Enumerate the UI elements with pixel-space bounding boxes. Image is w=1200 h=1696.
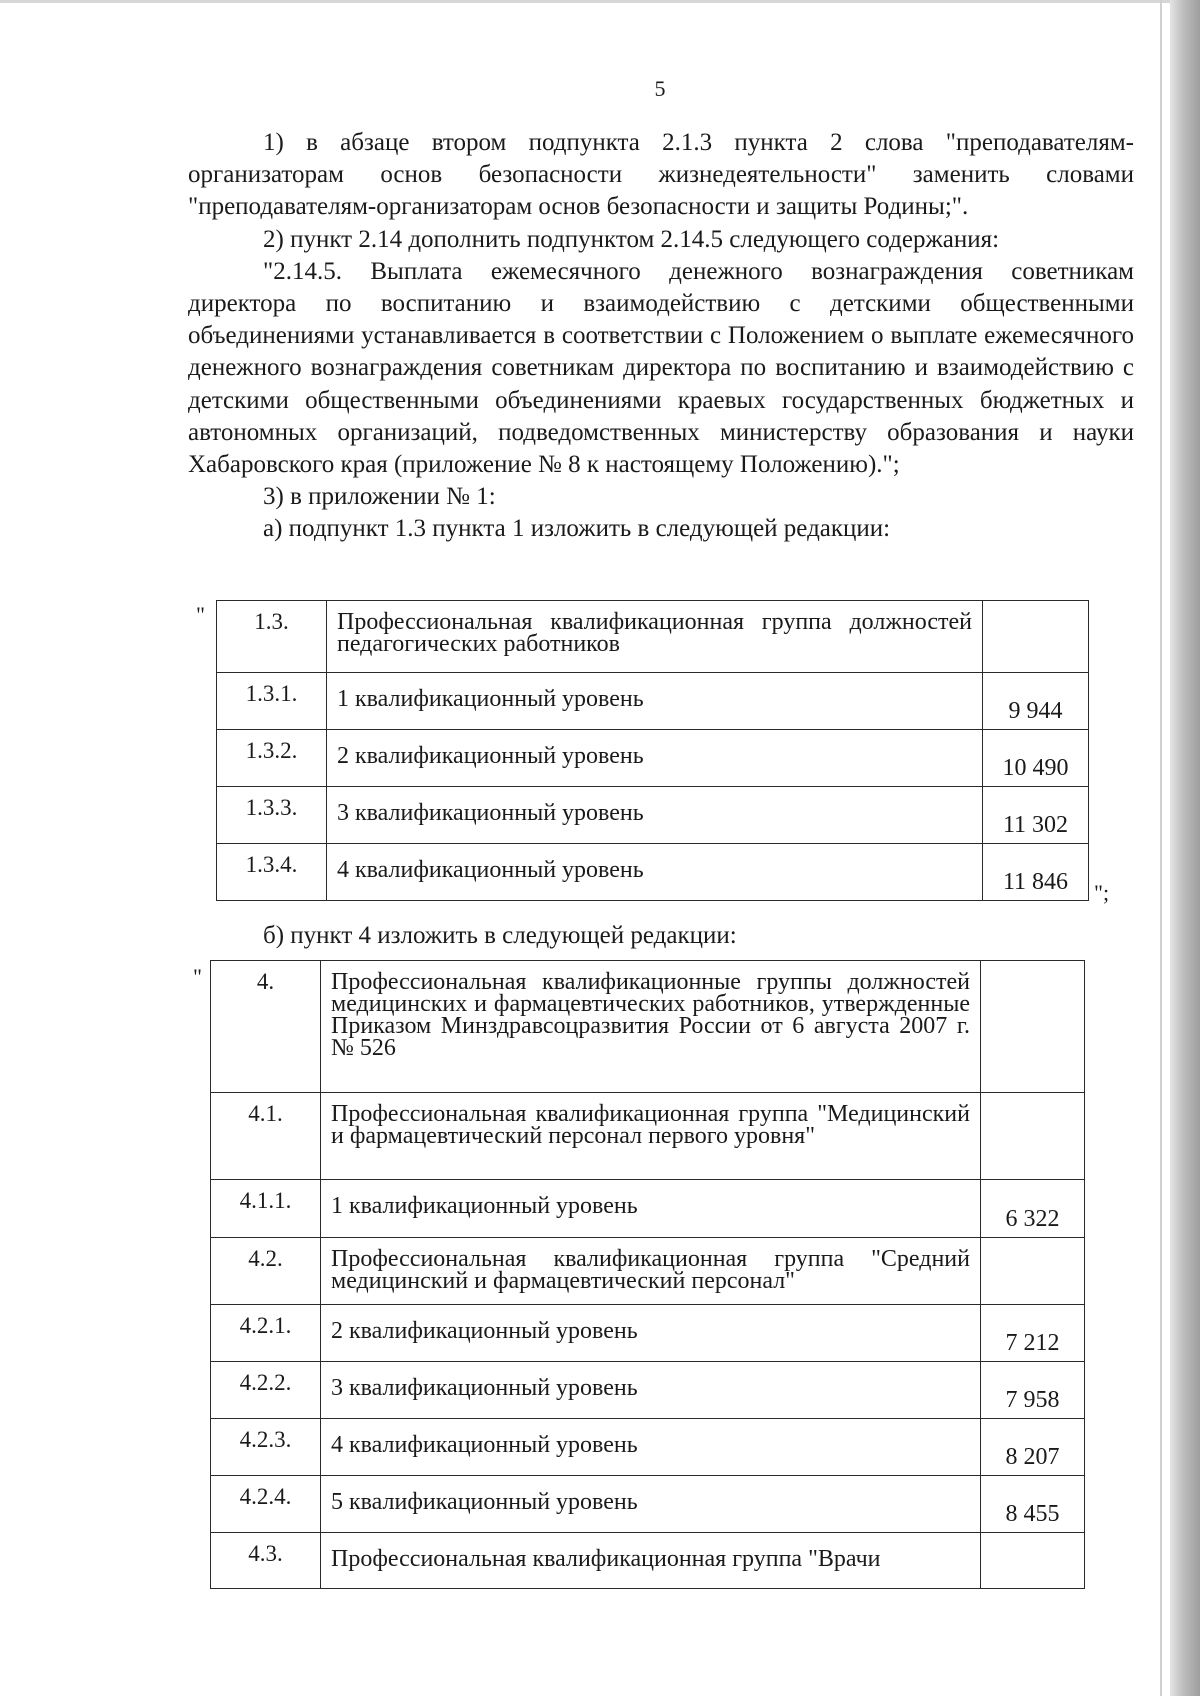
table-cell-number: 1.3.1. — [217, 673, 327, 730]
table-cell-value — [981, 1238, 1085, 1305]
table-row — [211, 1419, 1085, 1476]
table-cell-value — [981, 1093, 1085, 1180]
table-cell-value — [981, 1533, 1085, 1589]
table-cell-number: 4.3. — [211, 1533, 321, 1589]
table-cell-number: 4.1. — [211, 1093, 321, 1180]
table-cell-number: 1.3.2. — [217, 730, 327, 787]
table-row — [211, 1476, 1085, 1533]
table-cell-number: 1.3.4. — [217, 844, 327, 901]
table-cell-name: 1 квалификационный уровень — [327, 673, 983, 730]
table-row — [217, 787, 1089, 844]
table-cell-number: 4.2.3. — [211, 1419, 321, 1476]
table-cell-number: 4.1.1. — [211, 1180, 321, 1238]
table-cell-number: 4.2. — [211, 1238, 321, 1305]
table-cell-name: 3 квалификационный уровень — [321, 1362, 981, 1419]
table-cell-name: Профессиональная квалификационная группа "Средний медицинский и фармацевтический персонал" — [321, 1238, 981, 1305]
table-cell-name: 4 квалификационный уровень — [327, 844, 983, 901]
table-cell-name: 4 квалификационный уровень — [321, 1419, 981, 1476]
scan-right-line — [1160, 0, 1162, 1696]
table-cell-value: 11 302 — [983, 787, 1089, 844]
table-cell-value: 11 846 — [983, 844, 1089, 901]
table-cell-value — [981, 961, 1085, 1093]
table-cell-name: 1 квалификационный уровень — [321, 1180, 981, 1238]
table-row — [211, 1180, 1085, 1238]
table1-open-quote: " — [196, 602, 205, 627]
table-cell-number: 1.3. — [217, 601, 327, 673]
paragraph-5: а) подпункт 1.3 пункта 1 изложить в следующей редакции: — [263, 515, 891, 543]
table-cell-value: 7 212 — [981, 1305, 1085, 1362]
table-cell-value: 6 322 — [981, 1180, 1085, 1238]
table2-open-quote: " — [193, 964, 202, 989]
table-cell-number: 4. — [211, 961, 321, 1093]
page-number: 5 — [654, 76, 666, 101]
table-row — [211, 1362, 1085, 1419]
table-cell-name: 3 квалификационный уровень — [327, 787, 983, 844]
paragraph-3: "2.14.5. Выплата ежемесячного денежного вознаграждения советникам директора по воспитанию и взаимодействию с детскими общественными объединениями устанавливается в соответствии с Положением о выплате ежемесячного денежного вознаграждения советникам директора по воспитанию и взаимодействию с детскими общественными объединениями краевых государственных бюджетных и автономных организаций, подведомственных министерству образования и науки Хабаровского края (приложение № 8 к настоящему Положению)."; — [188, 257, 1134, 479]
table-cell-name: Профессиональная квалификационная группа "Врачи — [321, 1533, 981, 1589]
document-body — [188, 127, 1134, 546]
table-cell-name: 5 квалификационный уровень — [321, 1476, 981, 1533]
table-cell-value: 7 958 — [981, 1362, 1085, 1419]
table-2 — [210, 960, 1085, 1589]
table-cell-number: 1.3.3. — [217, 787, 327, 844]
table-row — [211, 1238, 1085, 1305]
table-row — [217, 844, 1089, 901]
table-cell-value: 8 207 — [981, 1419, 1085, 1476]
table-row — [217, 673, 1089, 730]
scan-right-edge — [1170, 0, 1200, 1696]
paragraph-2: 2) пункт 2.14 дополнить подпунктом 2.14.5 следующего содержания: — [263, 225, 1000, 253]
table-1 — [216, 600, 1089, 901]
table1-close-quote: "; — [1094, 880, 1110, 905]
table-row — [211, 1533, 1085, 1589]
table-cell-name: 2 квалификационный уровень — [321, 1305, 981, 1362]
table-row — [217, 601, 1089, 673]
table-row — [211, 1093, 1085, 1180]
scan-top-edge — [0, 0, 1200, 3]
document-body-b — [188, 920, 1134, 952]
table-row — [211, 1305, 1085, 1362]
table-cell-name: 2 квалификационный уровень — [327, 730, 983, 787]
table-cell-number: 4.2.4. — [211, 1476, 321, 1533]
table-cell-value — [983, 601, 1089, 673]
table-cell-value: 9 944 — [983, 673, 1089, 730]
table-cell-value: 10 490 — [983, 730, 1089, 787]
table-cell-name: Профессиональная квалификационные группы должностей медицинских и фармацевтических работников, утвержденные Приказом Минздравсоцразвития России от 6 августа 2007 г. № 526 — [321, 961, 981, 1093]
paragraph-1: 1) в абзаце втором подпункта 2.1.3 пункта 2 слова "преподавателям-организаторам основ безопасности жизнедеятельности" заменить словами "преподавателям-организаторам основ безопасности и защиты Родины;". — [188, 129, 1134, 221]
table-cell-value: 8 455 — [981, 1476, 1085, 1533]
paragraph-6: б) пункт 4 изложить в следующей редакции: — [263, 922, 737, 949]
table-row — [217, 730, 1089, 787]
paragraph-4: 3) в приложении № 1: — [263, 483, 496, 511]
table-cell-name: Профессиональная квалификационная группа должностей педагогических работников — [327, 601, 983, 673]
table-cell-number: 4.2.2. — [211, 1362, 321, 1419]
table-row — [211, 961, 1085, 1093]
table-cell-name: Профессиональная квалификационная группа "Медицинский и фармацевтический персонал первого уровня" — [321, 1093, 981, 1180]
table-cell-number: 4.2.1. — [211, 1305, 321, 1362]
